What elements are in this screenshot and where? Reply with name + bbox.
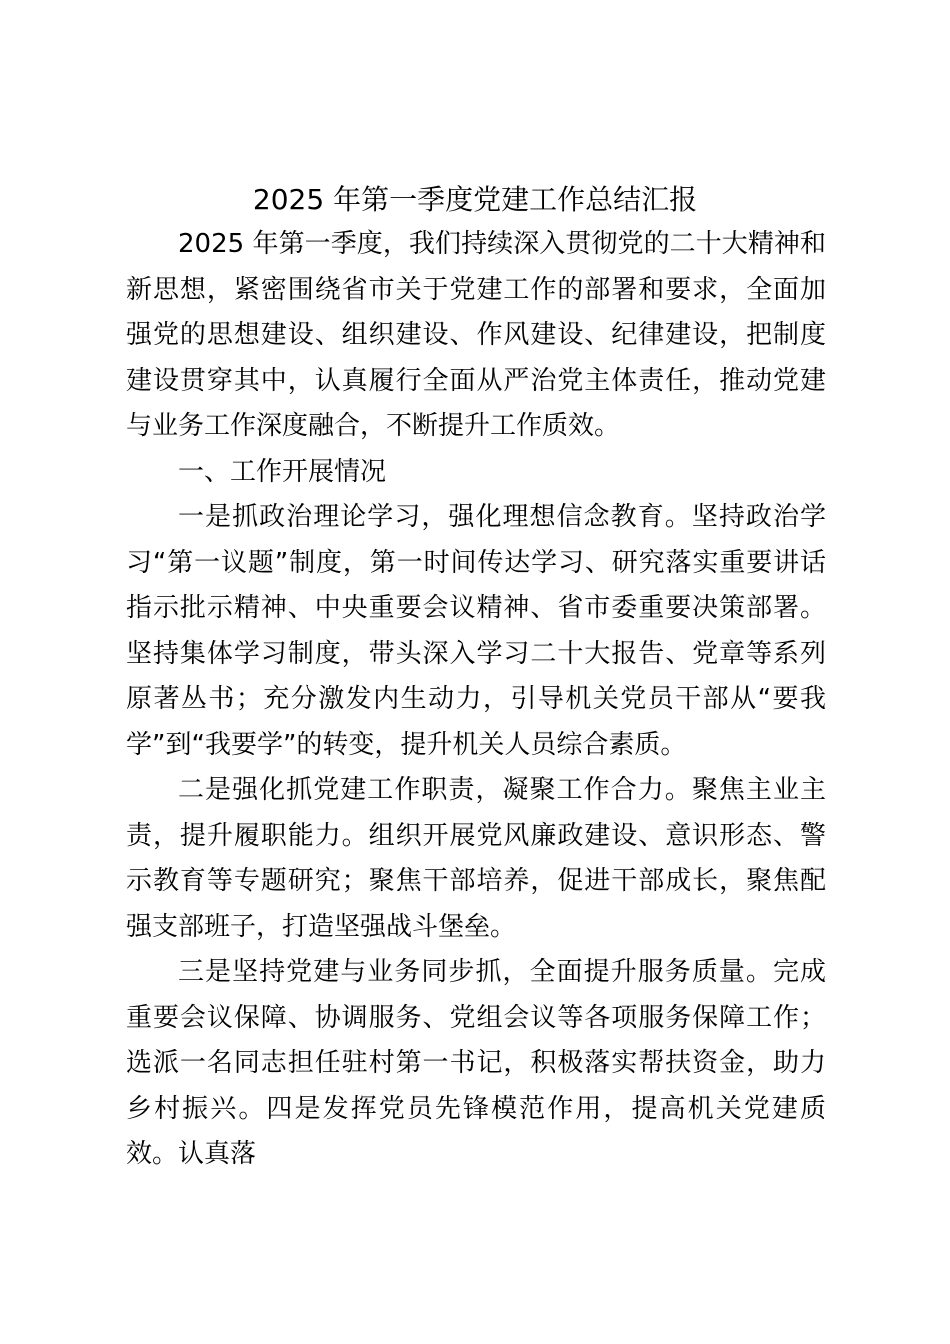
document-title: 2025 年第一季度党建工作总结汇报: [252, 183, 698, 216]
paragraph-intro: 2025 年第一季度，我们持续深入贯彻党的二十大精神和新思想，紧密围绕省市关于党建工作的部署和要求，全面加强党的思想建设、组织建设、作风建设、纪律建设，把制度建设贯穿其中，认真履行全面从严治党主体责任，推动党建与业务工作深度融合，不断提升工作质效。: [126, 229, 826, 441]
document-body: [126, 222, 826, 1178]
paragraph-item-1: 一是抓政治理论学习，强化理想信念教育。坚持政治学习“第一议题”制度，第一时间传达学习、研究落实重要讲话指示批示精神、中央重要会议精神、省市委重要决策部署。坚持集体学习制度，带头深入学习二十大报告、党章等系列原著丛书；充分激发内生动力，引导机关党员干部从“要我学”到“我要学”的转变，提升机关人员综合素质。: [126, 502, 826, 760]
paragraph-item-3: 三是坚持党建与业务同步抓，全面提升服务质量。完成重要会议保障、协调服务、党组会议等各项服务保障工作；选派一名同志担任驻村第一书记，积极落实帮扶资金，助力乡村振兴。四是发挥党员先锋模范作用，提高机关党建质效。认真落: [126, 957, 826, 1169]
paragraph-item-2: 二是强化抓党建工作职责，凝聚工作合力。聚焦主业主责，提升履职能力。组织开展党风廉政建设、意识形态、警示教育等专题研究；聚焦干部培养，促进干部成长，聚焦配强支部班子，打造坚强战斗堡垒。: [126, 775, 826, 942]
section-heading: 一、工作开展情况: [178, 456, 387, 487]
